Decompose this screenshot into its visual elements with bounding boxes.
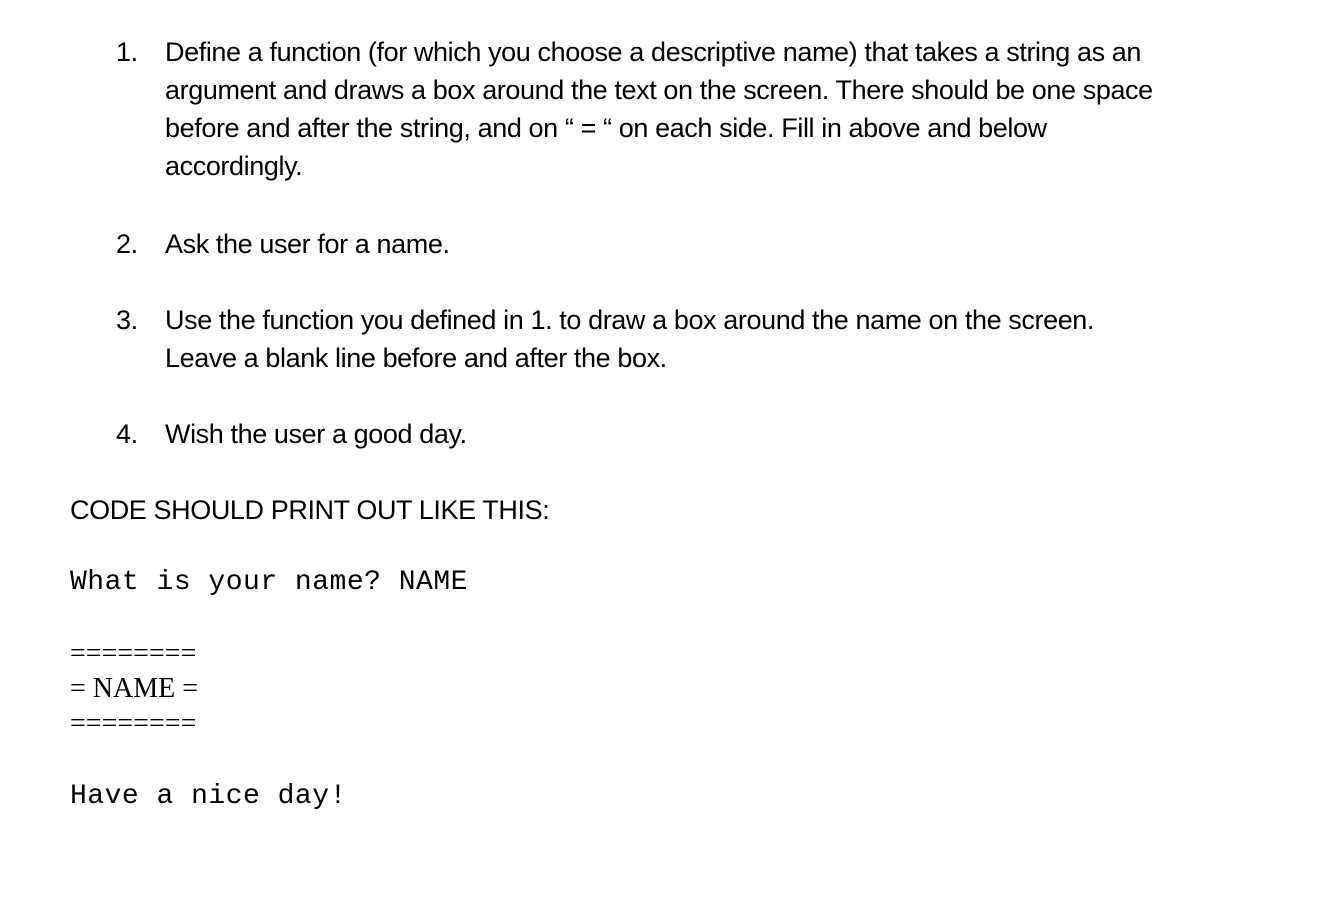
task-text: Wish the user a good day. (165, 419, 467, 449)
task-number: 4. (116, 419, 138, 449)
box-top-border: ======== (70, 638, 197, 669)
box-bottom-border: ======== (70, 708, 197, 739)
task-number: 3. (116, 305, 138, 335)
task-text: Define a function (for which you choose a descriptive name) that takes a string as an argument and draws a box around the text on the screen. There should be one space before and after the string, and on “ = “ on each side. Fill in above and below accordingly. (165, 37, 1153, 181)
example-output-heading: CODE SHOULD PRINT OUT LIKE THIS: (70, 495, 550, 525)
farewell-line: Have a nice day! (70, 781, 347, 812)
task-number: 2. (116, 229, 138, 259)
example-prompt-line: What is your name? NAME (70, 567, 468, 598)
task-text: Use the function you defined in 1. to draw a box around the name on the screen. Leave a blank line before and after the box. (165, 305, 1095, 373)
task-text: Ask the user for a name. (165, 229, 450, 259)
box-name-line: = NAME = (70, 673, 199, 704)
task-number: 1. (116, 37, 138, 67)
